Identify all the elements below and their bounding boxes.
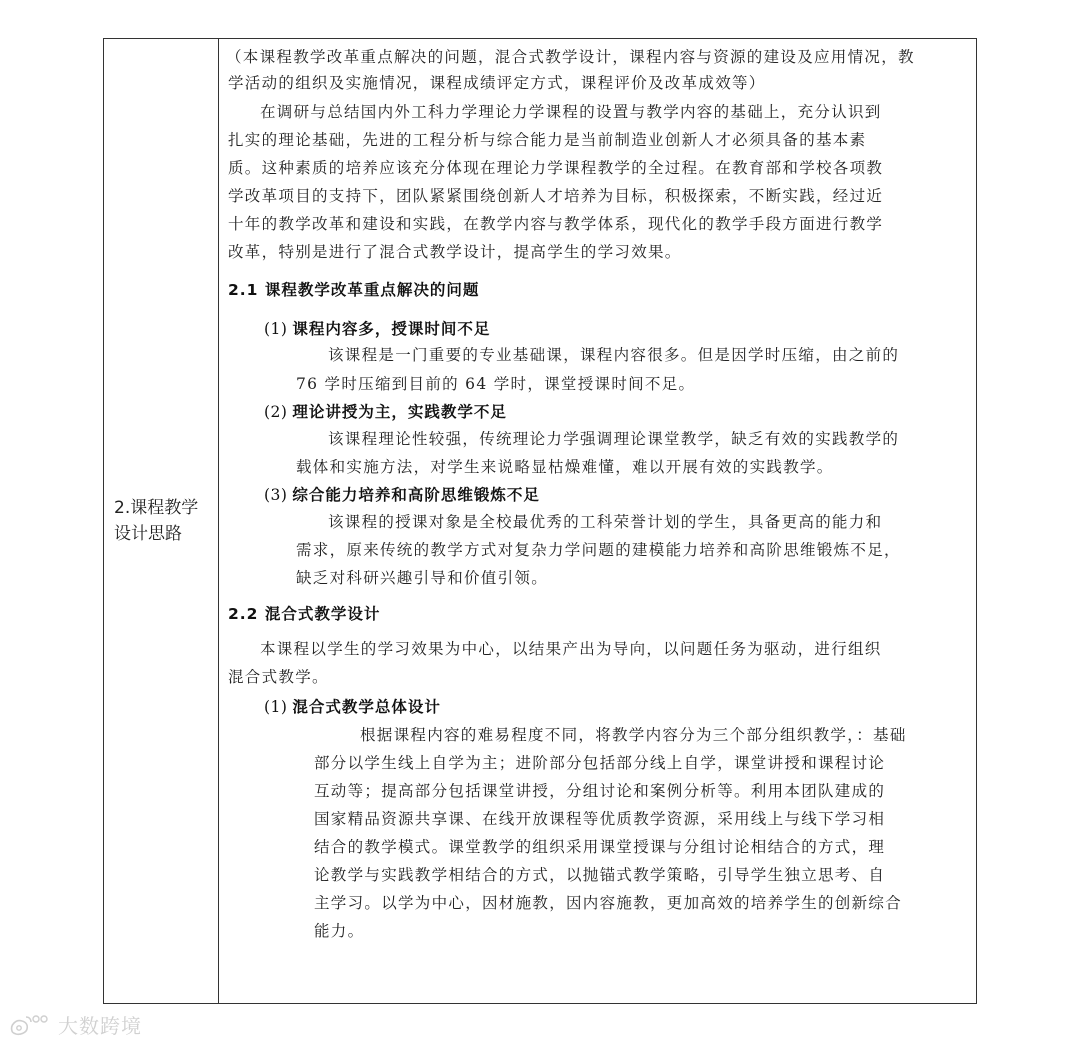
item-line: 76 学时压缩到目前的 64 学时，课堂授课时间不足。 [296,375,696,393]
item-line: 根据课程内容的难易程度不同，将教学内容分为三个部分组织教学，：基础 [360,726,907,744]
item-heading [264,695,441,717]
intro-line: （本课程教学改革重点解决的问题，混合式教学设计，课程内容与资源的建设及应用情况，教 [226,48,915,66]
item-title: 综合能力培养和高阶思维锻炼不足 [292,486,540,504]
row-label-line: 2.课程教学 [114,498,199,518]
paragraph-line: 十年的教学改革和建设和实践，在教学内容与教学体系，现代化的教学手段方面进行教学 [228,215,884,233]
row-label-line: 设计思路 [114,524,182,544]
item-line: 能力。 [314,922,365,940]
row-label-cell [104,39,219,1003]
row-label [114,495,214,547]
course-design-table [103,38,977,1004]
item-heading [264,317,490,339]
item-line: 结合的教学模式。课堂教学的组织采用课堂授课与分组讨论相结合的方式，理 [314,838,886,856]
watermark [8,1010,142,1038]
item-title: 混合式教学总体设计 [292,698,441,716]
section-heading: 2.1 课程教学改革重点解决的问题 [228,281,480,299]
item-title: 课程内容多，授课时间不足 [292,320,491,338]
item-number: (3) [264,486,288,504]
item-heading [264,483,540,505]
paragraph-line: 在调研与总结国内外工科力学理论力学课程的设置与教学内容的基础上，充分认识到 [260,103,882,121]
intro-line: 学活动的组织及实施情况，课程成绩评定方式，课程评价及改革成效等） [228,74,766,92]
paragraph-line: 扎实的理论基础，先进的工程分析与综合能力是当前制造业创新人才必须具备的基本素 [228,131,867,149]
weibo-logo-icon [8,1011,54,1037]
item-line: 该课程是一门重要的专业基础课，课程内容很多。但是因学时压缩，由之前的 [328,346,900,364]
item-line: 该课程理论性较强，传统理论力学强调理论课堂教学，缺乏有效的实践教学的 [328,430,900,448]
item-number: (2) [264,403,288,421]
item-line: 主学习。以学为中心，因材施教，因内容施教，更加高效的培养学生的创新综合 [314,894,903,912]
item-line: 需求，原来传统的教学方式对复杂力学问题的建模能力培养和高阶思维锻炼不足， [296,541,901,559]
section-heading: 2.2 混合式教学设计 [228,605,381,623]
item-line: 载体和实施方法，对学生来说略显枯燥难懂，难以开展有效的实践教学。 [296,458,834,476]
paragraph-line: 混合式教学。 [228,668,329,686]
item-line: 国家精品资源共享课、在线开放课程等优质教学资源，采用线上与线下学习相 [314,810,886,828]
item-line: 缺乏对科研兴趣引导和价值引领。 [296,569,549,587]
paragraph-line: 本课程以学生的学习效果为中心，以结果产出为导向，以问题任务为驱动，进行组织 [260,640,882,658]
paragraph-line: 改革，特别是进行了混合式教学设计，提高学生的学习效果。 [228,243,682,261]
watermark-text: 大数跨境 [58,1013,142,1038]
item-title: 理论讲授为主，实践教学不足 [292,403,507,421]
content-cell [220,39,976,1003]
item-line: 互动等；提高部分包括课堂讲授，分组讨论和案例分析等。利用本团队建成的 [314,782,886,800]
item-number: (1) [264,320,288,338]
item-heading [264,400,507,422]
item-line: 论教学与实践教学相结合的方式，以抛锚式教学策略，引导学生独立思考、自 [314,866,886,884]
item-number: (1) [264,698,288,716]
item-line: 该课程的授课对象是全校最优秀的工科荣誉计划的学生，具备更高的能力和 [328,513,883,531]
paragraph-line: 质。这种素质的培养应该充分体现在理论力学课程教学的全过程。在教育部和学校各项教 [228,159,884,177]
paragraph-line: 学改革项目的支持下，团队紧紧围绕创新人才培养为目标，积极探索，不断实践，经过近 [228,187,884,205]
item-line: 部分以学生线上自学为主；进阶部分包括部分线上自学，课堂讲授和课程讨论 [314,754,886,772]
